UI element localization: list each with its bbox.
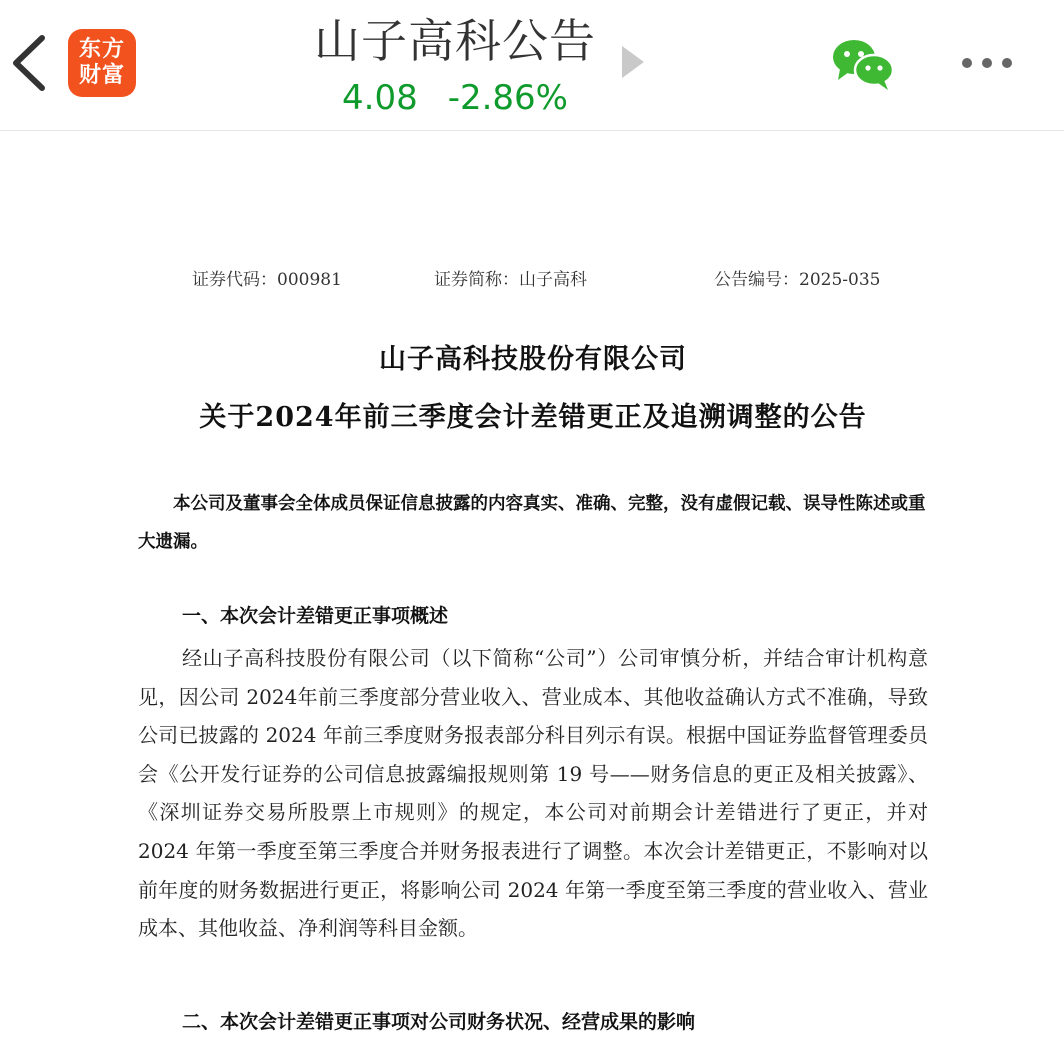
announcement-title: 关于2024年前三季度会计差错更正及追溯调整的公告 (199, 402, 867, 433)
more-icon (962, 58, 972, 68)
back-button[interactable] (6, 30, 50, 96)
wechat-icon (830, 36, 896, 92)
app-header (0, 0, 1064, 131)
logo-line2: 财富 (78, 63, 125, 88)
section2-heading: 二、本次会计差错更正事项对公司财务状况、经营成果的影响 (182, 1011, 696, 1033)
stock-title-block[interactable] (250, 8, 660, 120)
more-icon (1002, 58, 1012, 68)
more-button[interactable] (954, 52, 1020, 76)
play-arrow-icon[interactable] (622, 46, 644, 78)
more-icon (982, 58, 992, 68)
chevron-left-icon (6, 30, 50, 96)
logo-line1: 东方 (78, 37, 125, 62)
stock-name: 山子高科公告 (314, 14, 596, 68)
wechat-share-button[interactable] (830, 36, 896, 92)
section1-body: 经山子高科技股份有限公司（以下简称“公司”）公司审慎分析，并结合审计机构意见，因公司 2024年前三季度部分营业收入、营业成本、其他收益确认方式不准确，导致公司已披露的 2024 年前三季度财务报表部分科目列示有误。根据中国证券监督管理委员会《公开发行证券的公司信息披露编报规则第 19 号——财务信息的更正及相关披露》、《深圳证券交易所股票上市规则》的规定，本公司对前期会计差错进行了更正，并对 2024 年第一季度至第三季度合并财务报表进行了调整。本次会计差错更正，不影响对以前年度的财务数据进行更正，将影响公司 2024 年第一季度至第三季度的营业收入、营业成本、其他收益、净利润等科目金额。 (138, 646, 928, 941)
stock-change: -2.86% (447, 78, 568, 118)
security-short-name: 证券简称：山子高科 (434, 270, 587, 290)
announcement-number: 公告编号：2025-035 (714, 270, 881, 290)
board-statement: 本公司及董事会全体成员保证信息披露的内容真实、准确、完整，没有虚假记载、误导性陈述或重大遗漏。 (138, 494, 926, 552)
section1-heading: 一、本次会计差错更正事项概述 (182, 605, 449, 627)
security-code: 证券代码：000981 (192, 270, 342, 290)
eastmoney-logo (68, 29, 136, 97)
stock-quote (250, 76, 660, 120)
stock-price: 4.08 (342, 78, 418, 118)
company-name: 山子高科技股份有限公司 (379, 344, 687, 375)
